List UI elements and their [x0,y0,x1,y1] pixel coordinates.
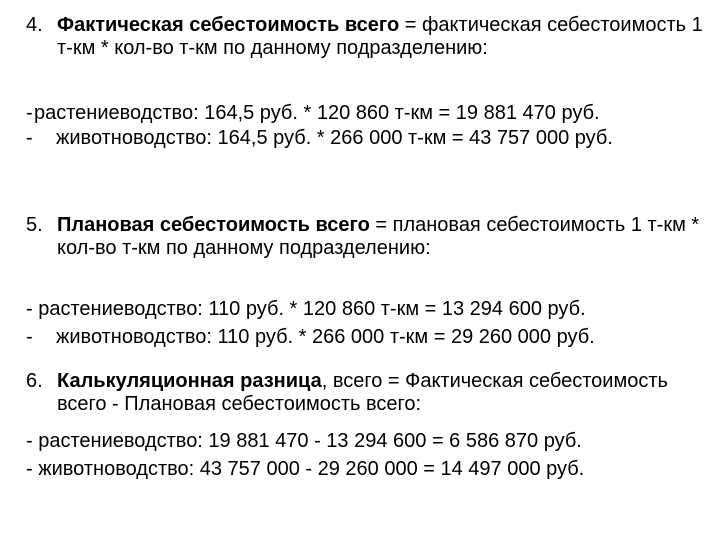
section-6-heading [26,370,716,416]
section-definition: = фактическая себестоимость 1 т-км * кол-во т-км по данному подразделению: [57,14,703,59]
section-definition: , всего = Фактическая себестоимость всего - Плановая себестоимость всего: [57,370,668,415]
section-5-items [26,298,716,349]
section-number: 5. [26,214,43,236]
list-dash: - [26,127,33,149]
list-item-text: растениеводство: 164,5 руб. * 120 860 т-км = 19 881 470 руб. [34,102,600,124]
list-item [26,298,716,321]
list-dash: - [26,102,33,124]
section-title: Плановая себестоимость всего [57,214,370,236]
list-item [26,127,716,150]
list-dash: - [26,430,33,452]
list-item [26,102,716,125]
list-item-text: растениеводство: 110 руб. * 120 860 т-км = 13 294 600 руб. [32,298,586,320]
list-item-text: животноводство: 110 руб. * 266 000 т-км = 29 260 000 руб. [56,326,595,348]
section-5-heading [26,214,716,260]
list-item [26,430,716,453]
list-dash: - [26,458,33,480]
list-item [26,458,716,481]
list-dash: - [26,326,33,348]
list-item-text: животноводство: 164,5 руб. * 266 000 т-км = 43 757 000 руб. [56,127,613,149]
section-title: Фактическая себестоимость всего [57,14,400,36]
list-item-text: животноводство: 43 757 000 - 29 260 000 = 14 497 000 руб. [32,458,585,480]
list-dash: - [26,298,33,320]
section-4-items [26,102,716,150]
list-item [26,326,716,349]
list-item-text: растениеводство: 19 881 470 - 13 294 600 = 6 586 870 руб. [32,430,582,452]
section-number: 4. [26,14,43,36]
section-title: Калькуляционная разница [57,370,322,392]
section-4-heading [26,14,716,60]
section-6-items [26,430,716,481]
section-definition: = плановая себестоимость 1 т-км * кол-во т-км по данному подразделению: [57,214,700,259]
section-number: 6. [26,370,43,392]
